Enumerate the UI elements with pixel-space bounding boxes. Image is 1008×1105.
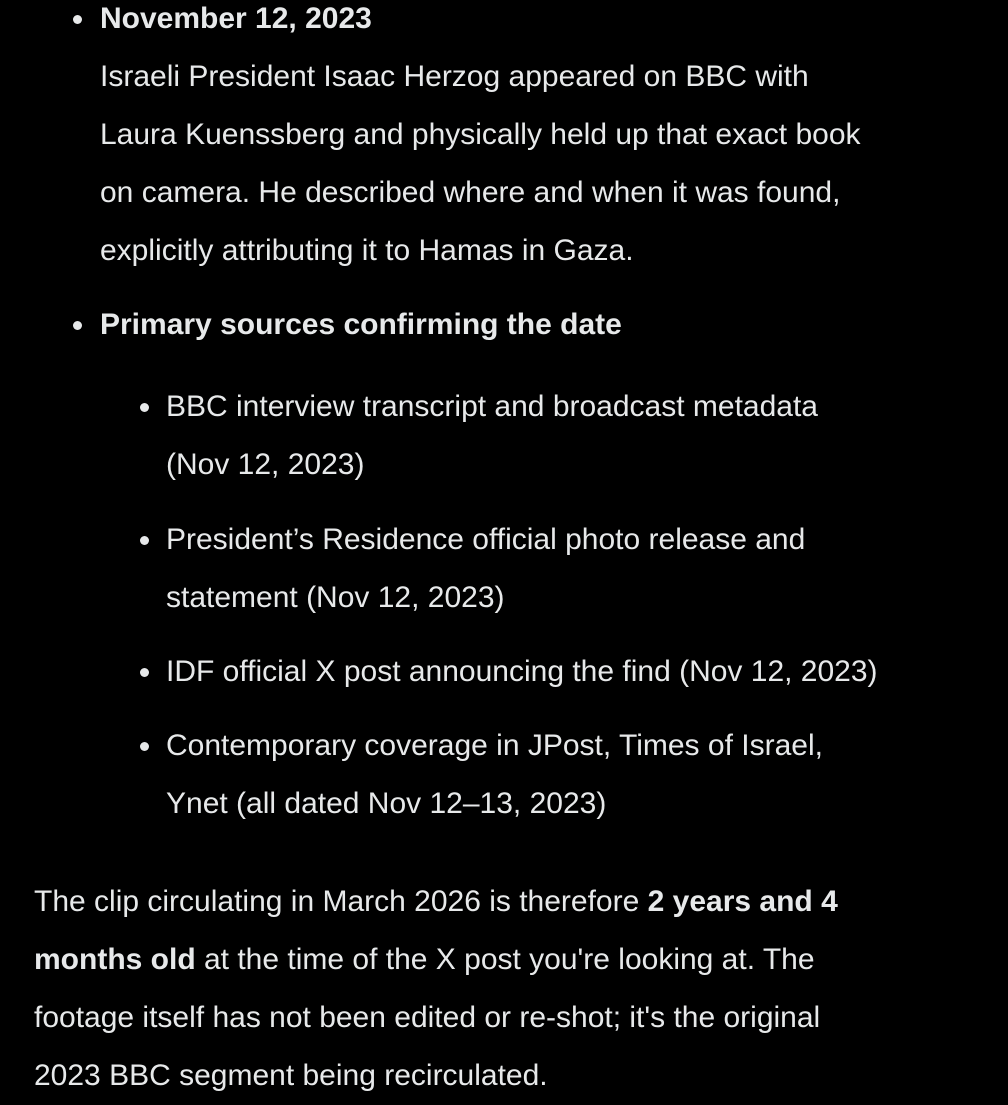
- paragraph-line: 2023 BBC segment being recirculated.: [34, 1059, 548, 1092]
- conclusion-paragraph: [34, 873, 838, 1105]
- bullet-icon: [140, 536, 149, 545]
- sub-list-item: [166, 511, 805, 627]
- paragraph-text: The clip circulating in March 2026 is therefore: [34, 885, 648, 918]
- emphasis-text: months old: [34, 943, 196, 976]
- paragraph-text: at the time of the X post you're looking at. The: [195, 943, 815, 976]
- sub-list-item: [166, 378, 818, 494]
- item-body-line: explicitly attributing it to Hamas in Gaza.: [100, 234, 634, 267]
- item-heading: Primary sources confirming the date: [100, 308, 622, 341]
- sub-item-line: Contemporary coverage in JPost, Times of Israel,: [166, 729, 823, 762]
- item-heading: November 12, 2023: [100, 2, 372, 35]
- sub-item-line: statement (Nov 12, 2023): [166, 581, 505, 614]
- bullet-icon: [73, 15, 82, 24]
- sub-item-line: Ynet (all dated Nov 12–13, 2023): [166, 787, 607, 820]
- bullet-icon: [73, 321, 82, 330]
- item-body-line: Laura Kuenssberg and physically held up that exact book: [100, 118, 861, 151]
- paragraph-line: [34, 873, 838, 931]
- sub-list-item: [166, 717, 823, 833]
- list-item-sources: [100, 296, 622, 354]
- bullet-icon: [140, 403, 149, 412]
- paragraph-line: footage itself has not been edited or re-shot; it's the original: [34, 1001, 821, 1034]
- bullet-icon: [140, 742, 149, 751]
- bullet-icon: [140, 668, 149, 677]
- item-body-line: on camera. He described where and when it was found,: [100, 176, 841, 209]
- sub-item-line: (Nov 12, 2023): [166, 448, 365, 481]
- emphasis-text: 2 years and 4: [647, 885, 838, 918]
- sub-item-line: BBC interview transcript and broadcast metadata: [166, 390, 818, 423]
- sub-item-line: IDF official X post announcing the find (Nov 12, 2023): [166, 655, 878, 688]
- sub-item-line: President’s Residence official photo release and: [166, 523, 806, 556]
- item-body-line: Israeli President Isaac Herzog appeared on BBC with: [100, 60, 809, 93]
- list-item-date: [100, 0, 861, 280]
- paragraph-line: [34, 931, 838, 989]
- sub-list-item: [166, 643, 878, 701]
